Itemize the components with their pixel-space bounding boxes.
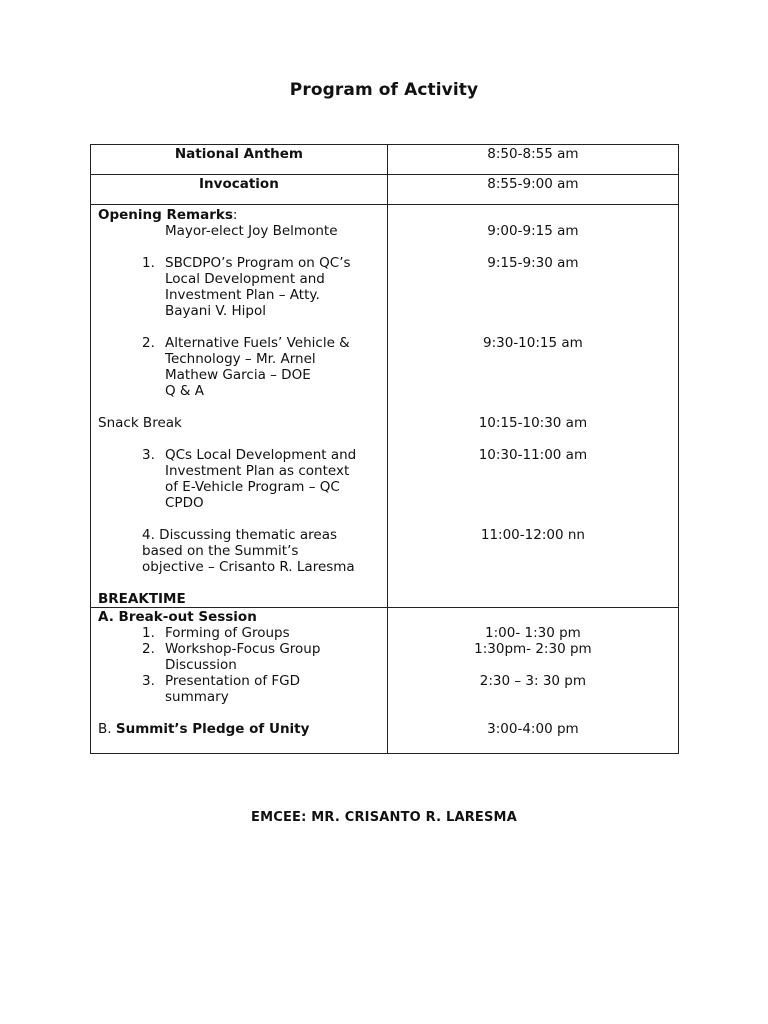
pledge-label: Summit’s Pledge of Unity <box>115 721 310 737</box>
snack-time: 10:15-10:30 am <box>478 415 588 431</box>
item1-line: Investment Plan – Atty. <box>165 287 320 303</box>
pledge-prefix: B. <box>98 721 116 737</box>
main-times-cell <box>387 205 678 608</box>
opening-remarks-label: Opening Remarks <box>98 207 233 223</box>
invocation-cell <box>91 175 388 205</box>
breakout-session-label: A. Break-out Session <box>98 609 257 625</box>
main-program-cell <box>91 205 388 608</box>
session-item: Presentation of FGD <box>165 673 300 689</box>
item3-line: Investment Plan as context <box>165 463 350 479</box>
item-number: 1. <box>142 255 155 271</box>
list-item <box>91 255 387 271</box>
session-item: Discussion <box>165 657 237 673</box>
table-row <box>91 145 679 175</box>
opening-remarks-colon: : <box>232 207 238 223</box>
item3-line: of E-Vehicle Program – QC <box>165 479 340 495</box>
item4-line: objective – Crisanto R. Laresma <box>142 559 355 575</box>
invocation-time-cell <box>387 175 678 205</box>
item2-time: 9:30-10:15 am <box>483 335 583 351</box>
invocation-time: 8:55-9:00 am <box>487 176 579 192</box>
table-row <box>91 608 679 754</box>
pledge-time: 3:00-4:00 pm <box>487 721 579 737</box>
pledge-line <box>91 721 387 737</box>
snack-break: Snack Break <box>98 415 182 431</box>
anthem-cell <box>91 145 388 175</box>
item2-line: Alternative Fuels’ Vehicle & <box>165 335 350 351</box>
item3-line: CPDO <box>165 495 204 511</box>
session-cell <box>91 608 388 754</box>
mayor-time: 9:00-9:15 am <box>487 223 579 239</box>
item4-time: 11:00-12:00 nn <box>480 527 585 543</box>
invocation-label: Invocation <box>199 176 279 192</box>
list-item <box>91 641 387 657</box>
item1-line: Local Development and <box>165 271 325 287</box>
session-time: 1:30pm- 2:30 pm <box>474 641 592 657</box>
anthem-time: 8:50-8:55 am <box>487 146 579 162</box>
list-item <box>91 335 387 351</box>
session-time: 1:00- 1:30 pm <box>485 625 581 641</box>
item1-line: SBCDPO’s Program on QC’s <box>165 255 351 271</box>
session-item: Workshop-Focus Group <box>165 641 321 657</box>
page-title: Program of Activity <box>289 80 479 100</box>
item2-line: Mathew Garcia – DOE <box>165 367 311 383</box>
table-row <box>91 175 679 205</box>
breaktime-label: BREAKTIME <box>98 591 186 607</box>
session-item: summary <box>165 689 229 705</box>
list-item <box>91 447 387 463</box>
list-item <box>91 625 387 641</box>
anthem-time-cell <box>387 145 678 175</box>
item3-line: QCs Local Development and <box>165 447 357 463</box>
list-item <box>91 673 387 689</box>
item-number: 2. <box>142 335 155 351</box>
item1-time: 9:15-9:30 am <box>487 255 579 271</box>
item4-line: based on the Summit’s <box>142 543 299 559</box>
item-number: 1. <box>142 625 155 641</box>
table-row <box>91 205 679 608</box>
anthem-label: National Anthem <box>174 146 303 162</box>
item4-line: 4. Discussing thematic areas <box>142 527 338 543</box>
item2-line: Q & A <box>165 383 204 399</box>
session-time: 2:30 – 3: 30 pm <box>479 673 587 689</box>
program-table <box>90 144 679 754</box>
session-times-cell <box>387 608 678 754</box>
mayor-remarks: Mayor-elect Joy Belmonte <box>165 223 338 239</box>
session-item: Forming of Groups <box>165 625 290 641</box>
item-number: 3. <box>142 447 155 463</box>
item2-line: Technology – Mr. Arnel <box>165 351 316 367</box>
item-number: 3. <box>142 673 155 689</box>
item-number: 2. <box>142 641 155 657</box>
item3-time: 10:30-11:00 am <box>478 447 588 463</box>
opening-remarks <box>91 207 387 223</box>
item1-line: Bayani V. Hipol <box>165 303 266 319</box>
emcee-line: EMCEE: MR. CRISANTO R. LARESMA <box>251 810 517 825</box>
